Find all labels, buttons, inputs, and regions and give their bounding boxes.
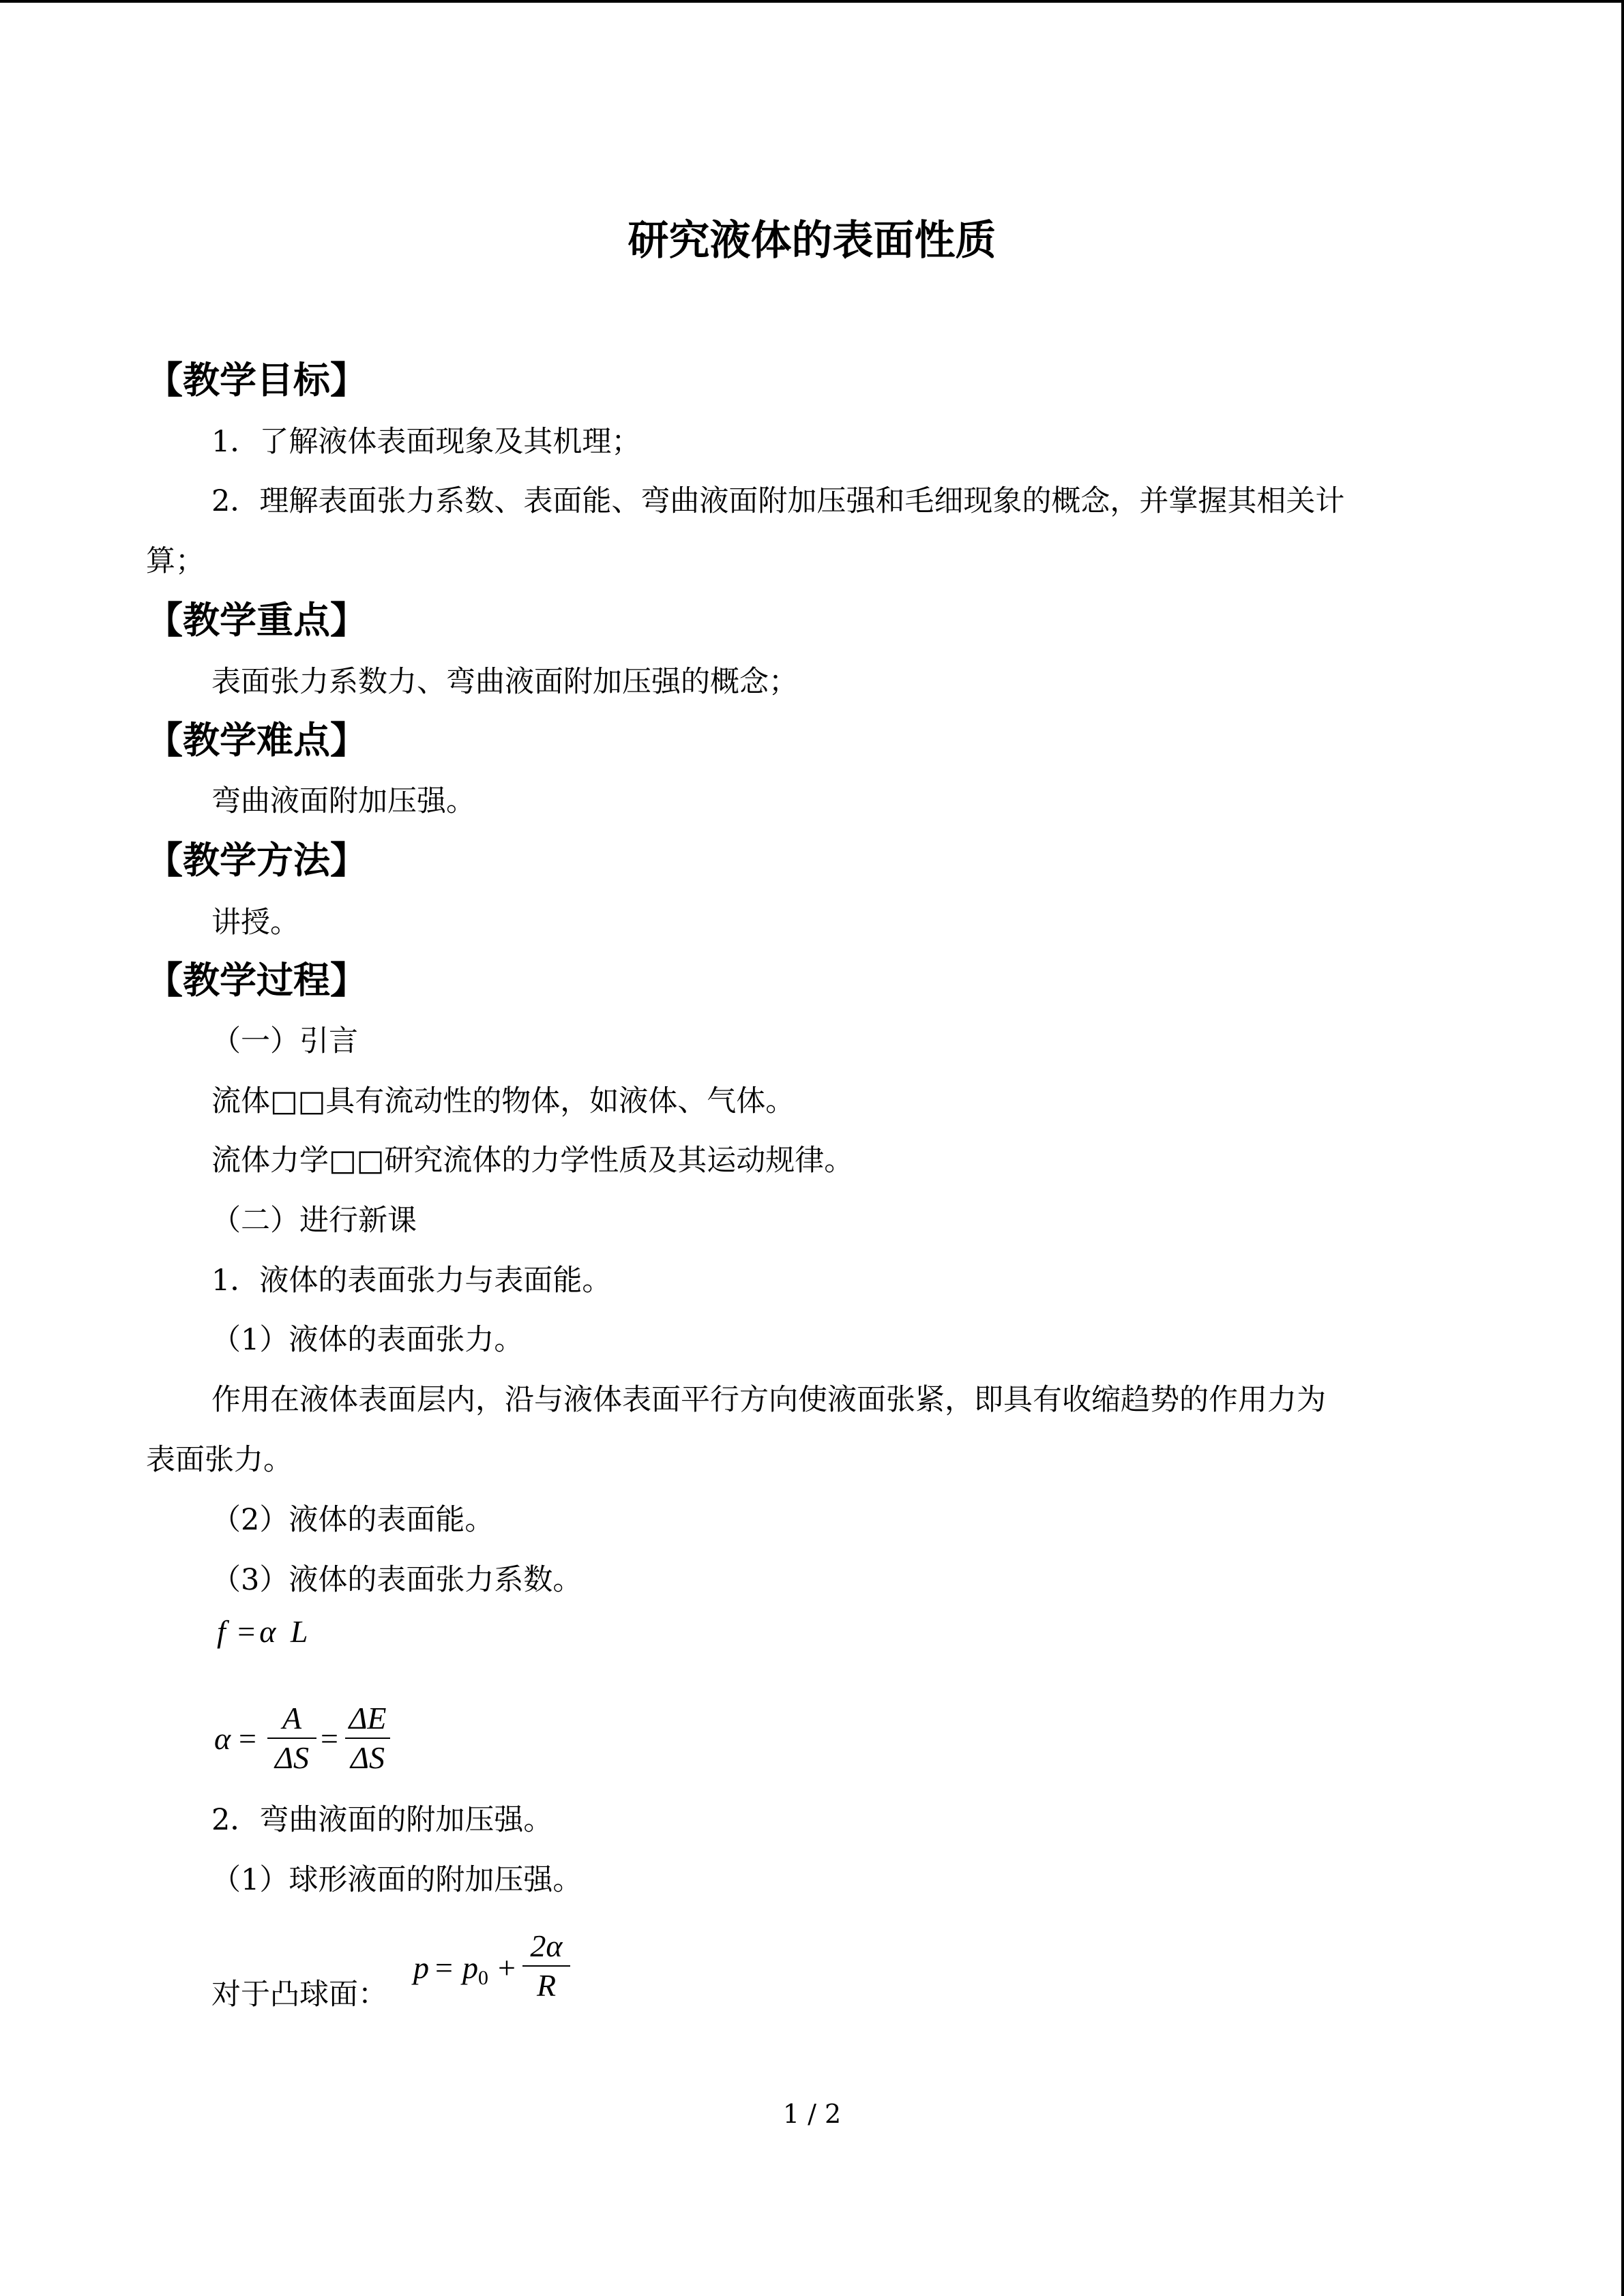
fraction (267, 1699, 316, 1777)
process-line: 流体力学□□研究流体的力学性质及其运动规律。 (211, 1144, 854, 1178)
formula-symbol: = (435, 1950, 453, 1985)
fraction-denominator: R (536, 1968, 557, 2003)
difficulties-text: 弯曲液面附加压强。 (211, 784, 475, 818)
method-text: 讲授。 (211, 906, 299, 940)
formula-symbol: = (239, 1721, 256, 1756)
formula-symbol: = (321, 1721, 338, 1756)
heading-method: 【教学方法】 (146, 839, 367, 882)
objective-item-2: 2．理解表面张力系数、表面能、弯曲液面附加压强和毛细现象的概念，并掌握其相关计 (211, 484, 1345, 518)
heading-difficulties: 【教学难点】 (146, 719, 367, 762)
process-line: （2）液体的表面能。 (211, 1503, 494, 1537)
formula-surface-tension (217, 1608, 308, 1656)
process-line: （1）球形液面的附加压强。 (211, 1863, 582, 1897)
formula-p0 (462, 1948, 488, 1999)
process-line: （3）液体的表面张力系数。 (211, 1563, 582, 1597)
formula-symbol: + (498, 1950, 516, 1985)
objective-item-2-continued: 算； (146, 544, 205, 578)
fraction-denominator: ΔS (275, 1740, 309, 1775)
formula-symbol: α (259, 1614, 276, 1649)
formula-symbol: p (413, 1950, 429, 1985)
heading-objectives: 【教学目标】 (146, 359, 367, 402)
process-line: （1）液体的表面张力。 (211, 1323, 524, 1357)
process-line: 表面张力。 (146, 1443, 293, 1477)
page-title: 研究液体的表面性质 (628, 217, 996, 265)
fraction-numerator: A (282, 1701, 302, 1735)
process-line: 1．液体的表面张力与表面能。 (211, 1264, 612, 1298)
page-number: 1 / 2 (782, 2099, 842, 2129)
formula-symbol: f (217, 1614, 226, 1649)
heading-process: 【教学过程】 (146, 959, 367, 1002)
right-border (1621, 0, 1624, 2296)
formula-symbol: α (214, 1721, 231, 1756)
process-line: 2．弯曲液面的附加压强。 (211, 1803, 553, 1837)
process-line: （一）引言 (211, 1024, 358, 1058)
process-line: 作用在液体表面层内，沿与液体表面平行方向使液面张紧，即具有收缩趋势的作用力为 (211, 1383, 1326, 1417)
top-border (0, 0, 1624, 3)
key-points-text: 表面张力系数力、弯曲液面附加压强的概念； (211, 665, 798, 699)
convex-surface-label: 对于凸球面： (211, 1978, 387, 2012)
formula-symbol: p (462, 1950, 478, 1985)
fraction (345, 1699, 390, 1777)
formula-tension-coefficient (214, 1699, 392, 1781)
process-line: （二）进行新课 (211, 1204, 417, 1238)
fraction (522, 1927, 570, 2005)
formula-convex-pressure (413, 1927, 577, 2009)
formula-symbol: L (290, 1614, 308, 1649)
fraction-denominator: ΔS (351, 1740, 385, 1775)
formula-symbol: = (237, 1614, 256, 1649)
fraction-numerator: ΔE (349, 1701, 387, 1735)
heading-key-points: 【教学重点】 (146, 599, 367, 642)
objective-item-1: 1．了解液体表面现象及其机理； (211, 425, 641, 459)
formula-subscript: 0 (478, 1966, 488, 1989)
process-line: 流体□□具有流动性的物体，如液体、气体。 (211, 1084, 795, 1118)
fraction-numerator: 2α (530, 1928, 563, 1963)
